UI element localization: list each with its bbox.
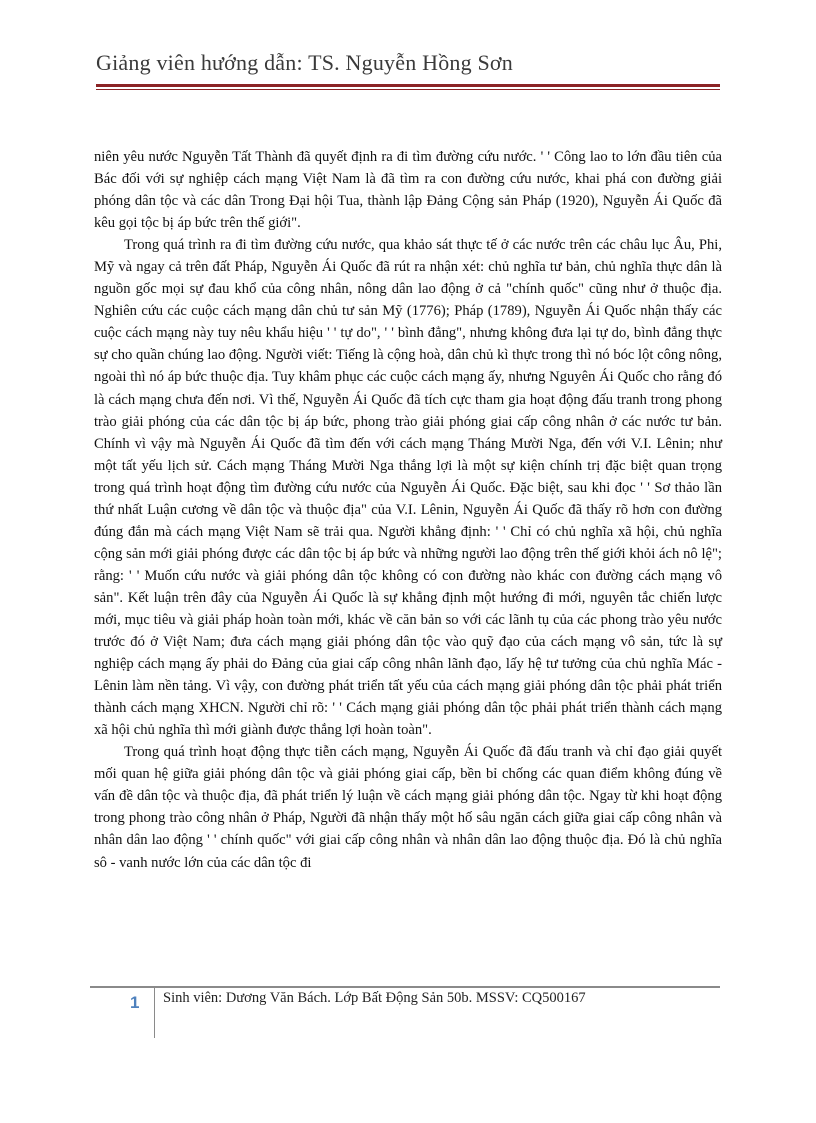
footer-divider (154, 986, 155, 1038)
header-title: Giảng viên hướng dẫn: TS. Nguyễn Hồng Sơn (96, 50, 513, 75)
paragraph-2: Trong quá trình ra đi tìm đường cứu nước, qua khảo sát thực tế ở các nước trên các châu lục Âu, Phi, Mỹ và ngay cả trên đất Pháp, Nguyễn Ái Quốc đã rút ra nhận xét: chủ nghĩa tư bản, chủ nghĩa thực dân là nguồn gốc mọi sự đau khổ của công nhân, nông dân lao động ở cả "chính quốc" cũng như ở thuộc địa. Nghiên cứu các cuộc cách mạng dân chủ tư sản Mỹ (1776); Pháp (1789), Nguyễn Ái Quốc nhận thấy các cuộc cách mạng này tuy nêu khẩu hiệu ' ' tự do", ' ' bình đẳng", nhưng không đưa lại tự do, bình đẳng thực sự cho quần chúng lao động. Người viết: Tiếng là cộng hoà, dân chủ kì thực trong thì nó bóc lột công nông, ngoài thì nó áp bức thuộc địa. Tuy khâm phục các cuộc cách mạng ấy, nhưng Nguyên Ái Quốc cho rằng đó là cách mạng chưa đến nơi. Vì thế, Nguyễn Ái Quốc đã tích cực tham gia hoạt động đấu tranh trong phong trào giải phóng của các dân tộc bị áp bức, phong trào giải phóng giai cấp công nhân ở các nước tư bản. Chính vì vậy mà Nguyễn Ái Quốc đã tìm đến với cách mạng Tháng Mười Nga, đến với V.I. Lênin; như một tất yếu lịch sử. Cách mạng Tháng Mười Nga thắng lợi là một sự kiện chính trị đặc biệt quan trọng trong quá trình hoạt động tìm đường cứu nước của Nguyễn Ái Quốc. Đặc biệt, sau khi đọc ' ' Sơ thảo lần thứ nhất Luận cương về dân tộc và thuộc địa" của V.I. Lênin, Nguyễn Ái Quốc đã thấy rõ hơn con đường đúng đắn mà cách mạng Việt Nam sẽ trải qua. Người khẳng định: ' ' Chỉ có chủ nghĩa xã hội, chủ nghĩa cộng sản mới giải phóng được các dân tộc bị áp bức và những người lao động trên thế giới khỏi ách nô lệ"; rằng: ' ' Muốn cứu nước và giải phóng dân tộc không có con đường nào khác con đường cách mạng vô sản". Kết luận trên đây của Nguyễn Ái Quốc là sự khẳng định một hướng đi mới, nguyên tắc chiến lược mới, mục tiêu và giải pháp hoàn toàn mới, khác về căn bản so với các lãnh tụ của các phong trào yêu nước trước đó ở Việt Nam; đưa cách mạng giải phóng dân tộc vào quỹ đạo của cách mạng vô sản, tức là sự nghiệp cách mạng ấy phải do Đảng của giai cấp công nhân lãnh đạo, lấy hệ tư tưởng của chủ nghĩa Mác - Lênin làm nền tảng. Vì vậy, con đường phát triển tất yếu của cách mạng giải phóng dân tộc phải phát triển thành cách mạng XHCN. Người chỉ rõ: ' ' Cách mạng giải phóng dân tộc phải phát triển thành cách mạng xã hội chủ nghĩa thì mới giành được thắng lợi hoàn toàn". (94, 237, 722, 739)
page-header (96, 48, 720, 78)
document-body (94, 146, 722, 874)
paragraph-3: Trong quá trình hoạt động thực tiễn cách mạng, Nguyễn Ái Quốc đã đấu tranh và chỉ đạo giải quyết mối quan hệ giữa giải phóng dân tộc và giải phóng giai cấp, bền bỉ chống các quan điểm không đúng về vấn đề dân tộc và thuộc địa, đã phát triển lý luận về cách mạng giải phóng dân tộc. Ngay từ khi hoạt động trong phong trào công nhân ở Pháp, Người đã nhận thấy một hố sâu ngăn cách giữa giai cấp công nhân và nhân dân lao động ' ' chính quốc" với giai cấp công nhân và nhân dân lao động thuộc địa. Đó là chủ nghĩa sô - vanh nước lớn của các dân tộc đi (94, 744, 722, 871)
page-footer (90, 986, 730, 1046)
header-rule-thin (96, 89, 720, 90)
footer-rule (90, 986, 720, 988)
paragraph-1: niên yêu nước Nguyễn Tất Thành đã quyết định ra đi tìm đường cứu nước. ' ' Công lao to lớn đầu tiên của Bác đối với sự nghiệp cách mạng Việt Nam là đã tìm ra con đường cứu nước, khai phá con đường giải phóng dân tộc và các dân Trong Đại hội Tua, thành lập Đảng Cộng sản Pháp (1920), Nguyễn Ái Quốc đã kêu gọi tộc bị áp bức trên thế giới". (94, 149, 722, 232)
header-rule (96, 84, 720, 87)
footer-text: Sinh viên: Dương Văn Bách. Lớp Bất Động Sản 50b. MSSV: CQ500167 (163, 990, 586, 1006)
page-number: 1 (130, 993, 140, 1012)
